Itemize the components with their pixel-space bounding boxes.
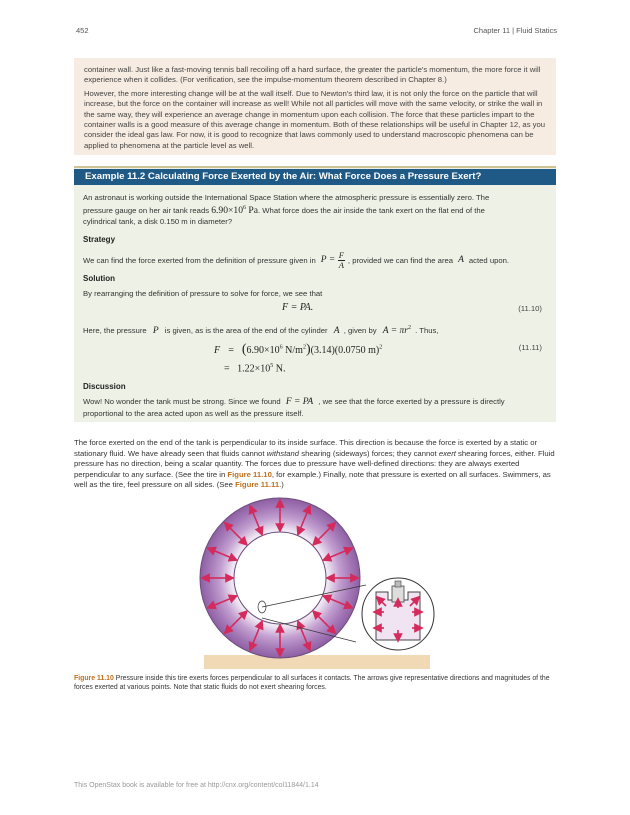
solution-heading: Solution: [83, 274, 115, 283]
road-surface: [204, 655, 430, 669]
equation-2-mid: (3.14)(0.0750 m): [310, 345, 380, 356]
figure-caption: [74, 674, 556, 692]
strategy-text: [83, 250, 509, 270]
equation-2-result-unit: N.: [275, 363, 286, 375]
body-withstand: withstand: [266, 448, 300, 458]
valve-stem: [392, 586, 404, 602]
discussion-heading: Discussion: [83, 382, 126, 391]
note-paragraph-2: However, the more interesting change will be at the wall itself. Due to Newton's third law, it is not only the force on the particle that will increase, but the force on the container will increase as well! While not all particles will move with the same velocity, or strike the wall in the same way, they will experience an average change in momentum upon each collision. The force that these particles impart to the container walls is a good measure of this average change in momentum. Both of these relationships will be useful in Chapter 12, as you consider the ideal gas law. For now, it is good to recognize that laws commonly used to understand macroscopic phenomena can be applied to phenomena at the particle level as well.: [84, 88, 546, 150]
pressure-definition: P = F A: [320, 249, 344, 270]
tire-rim: [234, 532, 326, 624]
equation-2-result: 1.22×10: [237, 363, 271, 375]
example-title: Example 11.2 Calculating Force Exerted by the Air: What Force Does a Pressure Exert?: [74, 169, 556, 185]
here-text: [83, 323, 438, 337]
equation-2-number: (11.11): [518, 343, 542, 352]
intro-line-c: . What force does the air inside the tank exert on the flat end of the: [258, 206, 485, 216]
solution-intro: By rearranging the definition of pressure to solve for force, we see that: [83, 289, 323, 298]
here-c: , given by: [343, 326, 377, 336]
area-formula: $A = \pi r^2$: [382, 325, 411, 337]
equation-2-line-1: $F = (6.90\times 10^6$ $N/m^2)(3.14)(0.0750$ m)$^2$: [214, 342, 383, 357]
gauge-unit: Pa: [248, 205, 259, 217]
discussion-b: , we see that the force exerted by a pressure is directly: [318, 397, 505, 406]
gauge-reading: [211, 205, 258, 216]
intro-line-b: pressure gauge on her air tank reads: [83, 206, 210, 216]
note-paragraph-1: container wall. Just like a fast-moving tennis ball recoiling off a hard surface, the greater the particle's momentum, the more force it will experience when it collides. (For verification, see the impulse-momentum theorem described in Chapter 8.): [84, 65, 541, 85]
here-b: is given, as is the area of the end of the cylinder: [164, 326, 328, 336]
figure-11-10-link[interactable]: Figure 11.10: [227, 469, 272, 479]
equation-1: F = PA.: [282, 302, 314, 313]
gauge-exponent: 6: [243, 205, 247, 211]
tire-illustration: [190, 482, 442, 672]
gauge-value: 6.90×10: [211, 205, 244, 217]
body-text-e: .): [279, 480, 284, 490]
equation-2-line-2: = $1.22\times 10^5$ N.: [224, 363, 286, 375]
here-d: . Thus,: [415, 326, 439, 336]
strategy-heading: Strategy: [83, 235, 116, 244]
figure-label: Figure 11.10: [74, 675, 114, 682]
strategy-b: , provided we can find the area: [347, 255, 454, 265]
body-exert: exert: [438, 448, 456, 458]
page-number: 452: [76, 26, 89, 35]
pressure-symbol: P: [152, 326, 159, 337]
area-symbol-2: A: [333, 326, 340, 337]
equation-1-number: (11.10): [518, 304, 542, 313]
footer-note: This OpenStax book is available for free at http://cnx.org/content/col11844/1.14: [74, 782, 319, 789]
body-text-a: The force exerted on the end of the tank is perpendicular to its inside surface. This direction is because the force is exerted by a static or stationary fluid. We have already seen that fluids cannot: [74, 438, 538, 458]
discussion-c: proportional to the area acted upon as well as the pressure itself.: [83, 409, 304, 418]
discussion-text: [83, 396, 505, 419]
body-text-c: shearing forces, either. Fluid pressure has no direction, being a scalar quantity. The forces due to pressure have well-defined directions: they are always exerted perpendicular to any surface. (See the tire in: [74, 448, 555, 479]
intro-line-a: An astronaut is working outside the International Space Station where the atmospheric pressure is essentially zero. The: [83, 193, 490, 202]
discussion-a: Wow! No wonder the tank must be strong. Since we found: [83, 397, 281, 406]
body-text-b: shearing (sideways) forces; they cannot: [301, 448, 437, 458]
here-a: Here, the pressure: [83, 326, 147, 336]
strategy-c: acted upon.: [468, 255, 510, 265]
intro-line-d: cylindrical tank, a disk 0.150 m in diameter?: [83, 217, 233, 227]
chapter-title: Chapter 11 | Fluid Statics: [473, 26, 557, 35]
note-box: [74, 58, 556, 155]
example-intro: [83, 192, 549, 227]
figure-caption-text: Pressure inside this tire exerts forces perpendicular to all surfaces it contacts. The arrows give representative directions and magnitudes of the forces exerted at various points. Note that static fluids do not exert shearing forces.: [74, 675, 550, 691]
body-text-d: , for example.) Finally, note that pressure is exerted on all surfaces. Swimmers, as well as the tire, feel pressure on all sides. (See: [74, 469, 551, 490]
equation-2-result-exp: 5: [270, 363, 274, 369]
example-box: [74, 166, 556, 422]
figure-11-11-link[interactable]: Figure 11.11: [235, 480, 280, 490]
force-formula: F = PA: [285, 397, 314, 407]
area-symbol: A: [458, 254, 464, 265]
strategy-a: We can find the force exerted from the definition of pressure given in: [83, 255, 316, 265]
valve-cap: [395, 581, 401, 587]
tire-figure: [190, 482, 442, 672]
